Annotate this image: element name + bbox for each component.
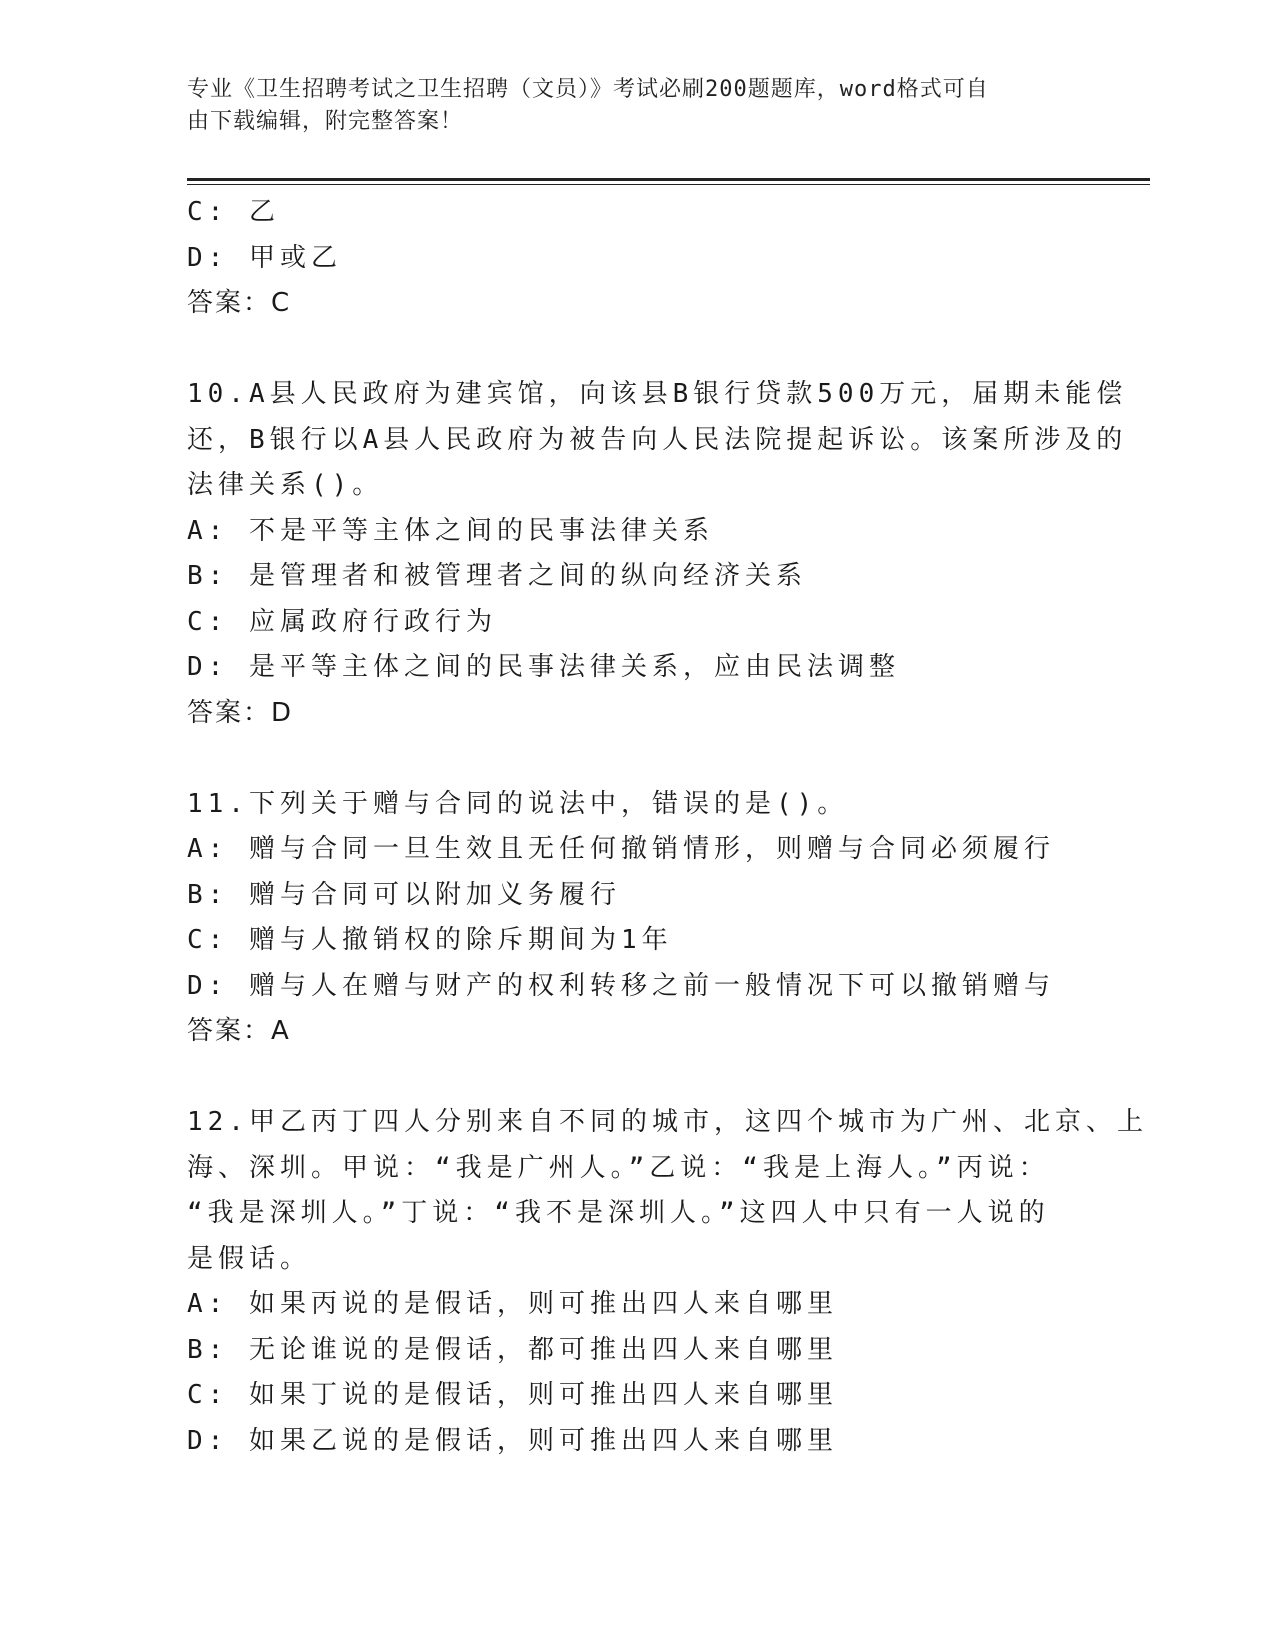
option-d: D: 赠与人在赠与财产的权利转移之前一般情况下可以撤销赠与	[187, 970, 1055, 1001]
spacer	[187, 736, 1087, 782]
header-divider-thin	[187, 184, 1150, 185]
answer-line: 答案：A	[187, 1016, 291, 1046]
option-a: A: 如果丙说的是假话，则可推出四人来自哪里	[187, 1289, 838, 1319]
question-text-line: 11.下列关于赠与合同的说法中，错误的是()。	[187, 788, 849, 819]
question-text-line: 12.甲乙丙丁四人分别来自不同的城市，这四个城市为广州、北京、上	[187, 1107, 1148, 1137]
question-10	[187, 372, 1128, 736]
question-text-line: 海、深圳。甲说：“我是广州人。”乙说：“我是上海人。”丙说：	[187, 1152, 1050, 1183]
option-d: D: 是平等主体之间的民事法律关系，应由民法调整	[187, 652, 900, 682]
question-11	[187, 782, 1087, 1055]
header-line-1: 专业《卫生招聘考试之卫生招聘（文员）》考试必刷200题题库，word格式可自	[187, 77, 989, 102]
answer-line: 答案：C	[187, 288, 292, 318]
page-header	[187, 74, 1067, 138]
question-text-line: 还，B银行以A县人民政府为被告向人民法院提起诉讼。该案所涉及的	[187, 424, 1128, 455]
prev-question-tail	[187, 190, 1087, 327]
option-b: B: 赠与合同可以附加义务履行	[187, 879, 621, 910]
question-text-line: “我是深圳人。”丁说：“我不是深圳人。”这四人中只有一人说的	[187, 1198, 1050, 1228]
document-body	[187, 190, 1148, 1464]
header-line-2: 由下载编辑，附完整答案！	[187, 109, 464, 134]
option-d: D: 如果乙说的是假话，则可推出四人来自哪里	[187, 1425, 838, 1456]
option-b: B: 是管理者和被管理者之间的纵向经济关系	[187, 561, 807, 591]
question-12	[187, 1100, 1148, 1464]
spacer	[187, 1055, 1087, 1101]
question-text-line: 是假话。	[187, 1243, 312, 1274]
option-b: B: 无论谁说的是假话，都可推出四人来自哪里	[187, 1334, 838, 1365]
option-c: C: 应属政府行政行为	[187, 606, 497, 637]
option-c: C: 乙	[187, 197, 280, 227]
question-text-line: 法律关系()。	[187, 470, 384, 500]
option-a: A: 不是平等主体之间的民事法律关系	[187, 515, 714, 546]
option-d: D: 甲或乙	[187, 242, 342, 273]
option-c: C: 赠与人撤销权的除斥期间为1年	[187, 925, 673, 955]
question-text-line: 10.A县人民政府为建宾馆，向该县B银行贷款500万元，届期未能偿	[187, 379, 1128, 409]
header-divider-thick	[187, 178, 1150, 181]
option-a: A: 赠与合同一旦生效且无任何撤销情形，则赠与合同必须履行	[187, 834, 1055, 864]
spacer	[187, 327, 1087, 373]
answer-line: 答案：D	[187, 697, 294, 728]
option-c: C: 如果丁说的是假话，则可推出四人来自哪里	[187, 1380, 838, 1410]
